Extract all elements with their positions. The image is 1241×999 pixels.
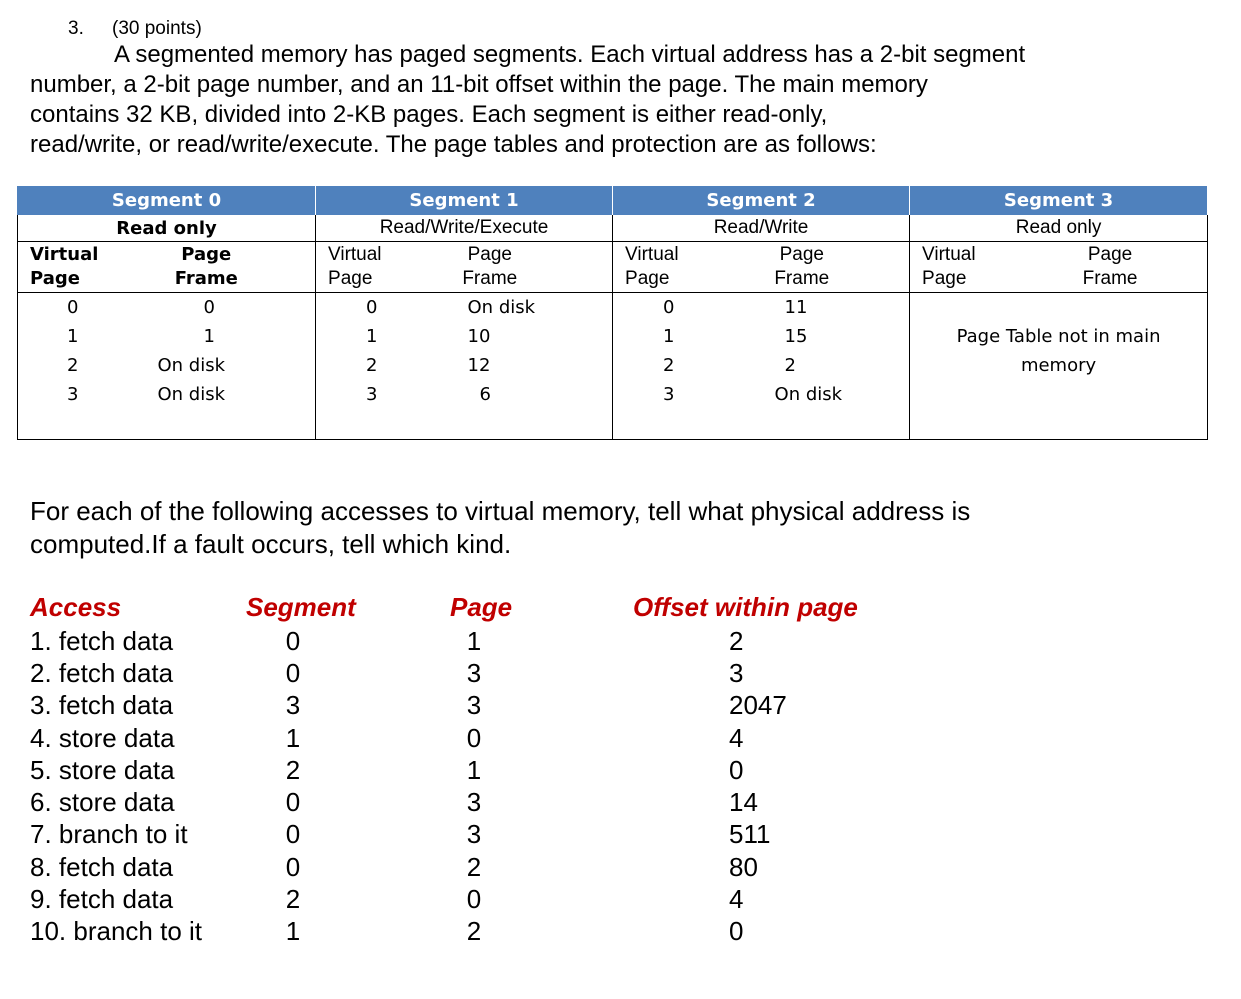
- access-offset: 0: [729, 755, 744, 785]
- access-row: [0, 818, 1241, 850]
- table-cell: 0: [18, 293, 128, 323]
- segment-name-row: [18, 186, 1208, 215]
- table-cell: 2: [18, 351, 128, 380]
- access-offset: 3: [729, 658, 744, 688]
- segment-1-protection: Read/Write/Execute: [316, 215, 613, 242]
- access-row: [0, 883, 1241, 915]
- question-points: (30 points): [112, 18, 202, 39]
- access-segment: 0: [285, 626, 301, 656]
- segment-0-protection: Read only: [18, 215, 316, 242]
- access-segment: 0: [285, 852, 301, 882]
- table-cell: 0: [613, 293, 725, 323]
- table-cell: 2: [784, 355, 796, 376]
- intro-line: contains 32 KB, divided into 2-KB pages. Each segment is either read-only,: [30, 101, 828, 128]
- frame-label: Frame: [774, 268, 830, 289]
- access-page: 3: [466, 690, 482, 720]
- access-row: [0, 786, 1241, 818]
- access-segment: 2: [285, 884, 301, 914]
- access-offset: 80: [729, 852, 758, 882]
- access-page: 0: [466, 884, 482, 914]
- access-row: [0, 754, 1241, 786]
- segment-3-note-line: Page Table not in main: [956, 326, 1161, 347]
- segment-0-frame-header: [128, 242, 316, 293]
- access-row: [0, 625, 1241, 657]
- access-page: 1: [466, 626, 482, 656]
- question-intro: [30, 40, 1180, 160]
- access-page: 3: [466, 658, 482, 688]
- access-label: 5. store data: [30, 755, 175, 785]
- intro-line: number, a 2-bit page number, and an 11-bit offset within the page. The main memory: [30, 71, 928, 98]
- access-label: 4. store data: [30, 723, 175, 753]
- segment-3-frame-header: [1050, 243, 1170, 291]
- access-segment: 1: [285, 916, 301, 946]
- table-cell: 2: [316, 351, 428, 380]
- access-segment: 2: [285, 755, 301, 785]
- page-label: Page: [779, 244, 824, 265]
- access-page: 3: [466, 787, 482, 817]
- access-row: [0, 657, 1241, 689]
- access-page: 2: [466, 852, 482, 882]
- table-cell: 3: [613, 380, 725, 409]
- table-cell: 2: [613, 351, 725, 380]
- segment-3-note-line: memory: [1020, 355, 1097, 376]
- protection-row: [18, 215, 1208, 242]
- access-offset: 0: [729, 916, 744, 946]
- table-cell: 1: [613, 322, 725, 351]
- table-cell: On disk: [467, 297, 536, 318]
- table-cell: 11: [784, 297, 808, 318]
- prompt-line: For each of the following accesses to virtual memory, tell what physical address is: [30, 496, 971, 526]
- segment-page-table: [17, 186, 1208, 440]
- virtual-label: Virtual: [30, 244, 99, 265]
- access-page: 2: [466, 916, 482, 946]
- access-segment: 3: [285, 690, 301, 720]
- intro-line: read/write, or read/write/execute. The page tables and protection are as follows:: [30, 131, 877, 158]
- access-segment: 0: [285, 658, 301, 688]
- virtual-label: Virtual: [922, 244, 976, 265]
- segment-1-name: Segment 1: [316, 186, 613, 215]
- offset-header: Offset within page: [633, 592, 858, 622]
- access-label: 2. fetch data: [30, 658, 174, 688]
- access-page: 3: [466, 819, 482, 849]
- table-cell: On disk: [774, 384, 843, 405]
- table-cell: 1: [316, 322, 428, 351]
- page-label: Page: [1087, 244, 1133, 265]
- segment-1-vp-header: [316, 242, 428, 293]
- access-offset: 4: [729, 723, 744, 753]
- virtual-label: Virtual: [328, 244, 382, 265]
- table-cell: 1: [203, 326, 215, 347]
- access-segment: 0: [285, 787, 301, 817]
- page-label: Page: [467, 244, 512, 265]
- access-row: [0, 722, 1241, 754]
- access-offset: 2: [729, 626, 744, 656]
- segment-0-name: Segment 0: [18, 186, 316, 215]
- segment-2-vp-header: [613, 242, 725, 293]
- access-offset: 14: [729, 787, 758, 817]
- table-cell: 1: [18, 322, 128, 351]
- page-label: Page: [625, 268, 670, 289]
- access-row: [0, 915, 1241, 947]
- segment-2-name: Segment 2: [613, 186, 910, 215]
- page-header: Page: [450, 592, 513, 622]
- access-offset: 4: [729, 884, 744, 914]
- page-label: Page: [30, 268, 80, 289]
- page-label: Page: [181, 244, 232, 265]
- intro-line: A segmented memory has paged segments. Each virtual address has a 2-bit segment: [114, 41, 1026, 68]
- segment-header: Segment: [246, 592, 356, 622]
- question-header: [68, 18, 202, 40]
- page-label: Page: [328, 268, 373, 289]
- segment-2-protection: Read/Write: [613, 215, 910, 242]
- segment-3-vp-header: [910, 243, 1050, 291]
- table-cell: 15: [784, 326, 808, 347]
- virtual-label: Virtual: [625, 244, 679, 265]
- question-number: 3.: [68, 18, 84, 39]
- segment-0-vp-header: [18, 242, 128, 293]
- segment-3-header: [910, 242, 1208, 293]
- access-segment: 0: [285, 819, 301, 849]
- access-segment: 1: [285, 723, 301, 753]
- access-label: 7. branch to it: [30, 819, 188, 849]
- table-cell: 3: [316, 380, 428, 409]
- segment-3-note: [910, 293, 1208, 410]
- access-page: 0: [466, 723, 482, 753]
- segment-2-frame-header: [725, 242, 910, 293]
- table-cell: On disk: [157, 355, 226, 376]
- frame-label: Frame: [174, 268, 238, 289]
- table-cell: 10: [467, 326, 491, 347]
- table-cell: 0: [203, 297, 215, 318]
- table-cell: 0: [316, 293, 428, 323]
- access-label: 10. branch to it: [30, 916, 202, 946]
- prompt-line: computed.If a fault occurs, tell which kind.: [30, 529, 512, 559]
- access-offset: 2047: [729, 690, 787, 720]
- column-header-row: [18, 242, 1208, 293]
- segment-3-name: Segment 3: [910, 186, 1208, 215]
- frame-label: Frame: [1082, 268, 1138, 289]
- table-cell: 6: [479, 384, 491, 405]
- access-page: 1: [466, 755, 482, 785]
- frame-label: Frame: [462, 268, 518, 289]
- access-row: [0, 689, 1241, 721]
- access-label: 8. fetch data: [30, 852, 174, 882]
- access-label: 6. store data: [30, 787, 175, 817]
- access-label: 9. fetch data: [30, 884, 174, 914]
- table-row: [18, 293, 1208, 323]
- segment-3-protection: Read only: [910, 215, 1208, 242]
- page-label: Page: [922, 268, 967, 289]
- table-spacer-row: [18, 409, 1208, 440]
- table-cell: 12: [467, 355, 491, 376]
- table-cell: On disk: [157, 384, 226, 405]
- access-header: Access: [30, 592, 122, 622]
- access-label: 3. fetch data: [30, 690, 174, 720]
- access-label: 1. fetch data: [30, 626, 174, 656]
- access-offset: 511: [729, 819, 771, 849]
- access-prompt: [30, 495, 970, 561]
- table-cell: 3: [18, 380, 128, 409]
- segment-1-frame-header: [428, 242, 613, 293]
- access-row: [0, 851, 1241, 883]
